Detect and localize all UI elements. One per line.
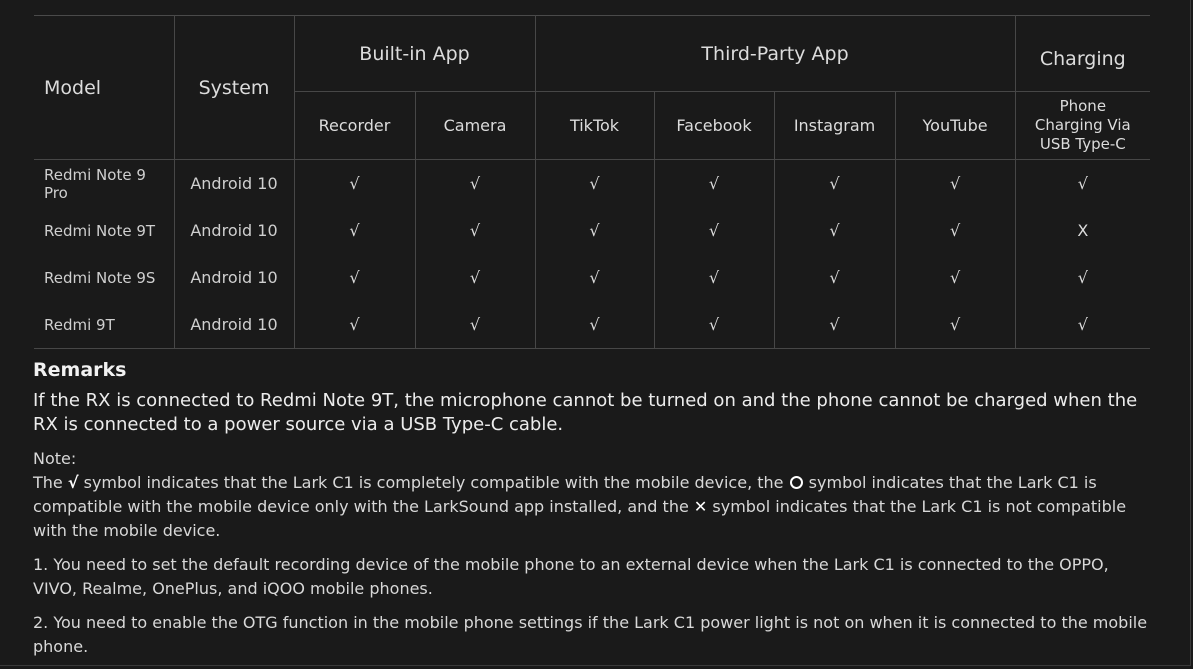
- header-system: System: [174, 16, 294, 160]
- cell-recorder: √: [294, 207, 415, 254]
- header-youtube: YouTube: [895, 92, 1015, 160]
- cell-tiktok: √: [535, 301, 654, 349]
- cell-model: Redmi Note 9T: [34, 207, 174, 254]
- cell-system: Android 10: [174, 301, 294, 349]
- cell-instagram: √: [774, 207, 895, 254]
- note-part2: symbol indicates that the Lark C1 is completely compatible with the mobile device, the: [78, 473, 789, 492]
- cell-facebook: √: [654, 301, 774, 349]
- cell-camera: √: [415, 207, 535, 254]
- note-item-1: 1. You need to set the default recording device of the mobile phone to an external device when the Lark C1 is connected to the OPPO, VIVO, Realme, OnePlus, and iQOO mobile phones.: [33, 555, 1109, 598]
- header-facebook: Facebook: [654, 92, 774, 160]
- header-phone-charging-line2: Charging Via: [1034, 116, 1131, 134]
- cell-model: Redmi Note 9 Pro: [34, 160, 174, 208]
- header-phone-charging: [1015, 92, 1150, 160]
- cell-camera: √: [415, 254, 535, 301]
- cell-system: Android 10: [174, 160, 294, 208]
- circle-icon: [790, 476, 803, 489]
- cell-model: Redmi 9T: [34, 301, 174, 349]
- cell-instagram: √: [774, 301, 895, 349]
- cell-charging: √: [1015, 254, 1150, 301]
- cell-recorder: √: [294, 160, 415, 208]
- header-third-party-app: Third-Party App: [535, 16, 1015, 92]
- note-part3: symbol indicates that the Lark C1 is compatible with the mobile device only with the LarkSound app installed, and the: [33, 473, 1097, 516]
- header-camera: Camera: [415, 92, 535, 160]
- remarks-body: If the RX is connected to Redmi Note 9T, the microphone cannot be turned on and the phone cannot be charged when the RX is connected to a power source via a USB Type-C cable.: [33, 390, 1138, 435]
- header-phone-charging-line1: Phone: [1059, 97, 1107, 115]
- note-legend: [33, 447, 1153, 543]
- cell-youtube: √: [895, 160, 1015, 208]
- cell-model: Redmi Note 9S: [34, 254, 174, 301]
- cell-instagram: √: [774, 254, 895, 301]
- header-model: Model: [34, 16, 174, 160]
- header-charging: Charging: [1015, 16, 1150, 92]
- cell-instagram: √: [774, 160, 895, 208]
- table-row: [34, 207, 1150, 254]
- note-part1: The: [33, 473, 68, 492]
- table-row: [34, 301, 1150, 349]
- header-phone-charging-line3: USB Type-C: [1039, 135, 1126, 153]
- cell-tiktok: √: [535, 254, 654, 301]
- cell-facebook: √: [654, 160, 774, 208]
- cell-youtube: √: [895, 301, 1015, 349]
- header-tiktok: TikTok: [535, 92, 654, 160]
- cell-charging: √: [1015, 160, 1150, 208]
- table-row: [34, 160, 1150, 208]
- remarks-section: [33, 358, 1153, 669]
- cell-system: Android 10: [174, 254, 294, 301]
- header-instagram: Instagram: [774, 92, 895, 160]
- cell-charging: X: [1015, 207, 1150, 254]
- header-recorder: Recorder: [294, 92, 415, 160]
- cell-tiktok: √: [535, 207, 654, 254]
- cross-icon: ✕: [693, 497, 708, 516]
- remarks-title: Remarks: [33, 359, 127, 381]
- cell-camera: √: [415, 160, 535, 208]
- cell-system: Android 10: [174, 207, 294, 254]
- cell-charging: √: [1015, 301, 1150, 349]
- cell-camera: √: [415, 301, 535, 349]
- cell-youtube: √: [895, 207, 1015, 254]
- note-part4: symbol indicates that the Lark C1 is not compatible with the mobile device.: [33, 497, 1127, 540]
- note-legend-text: [33, 471, 1153, 543]
- cell-facebook: √: [654, 254, 774, 301]
- cell-recorder: √: [294, 301, 415, 349]
- cell-facebook: √: [654, 207, 774, 254]
- cell-tiktok: √: [535, 160, 654, 208]
- header-builtin-app: Built-in App: [294, 16, 535, 92]
- table-row: [34, 254, 1150, 301]
- check-icon: √: [67, 473, 79, 492]
- cell-recorder: √: [294, 254, 415, 301]
- compatibility-table: [34, 15, 1150, 349]
- note-item-2: 2. You need to enable the OTG function in the mobile phone settings if the Lark C1 power light is not on when it is connected to the mobile phone.: [33, 613, 1148, 656]
- cell-youtube: √: [895, 254, 1015, 301]
- note-label: Note:: [33, 449, 77, 468]
